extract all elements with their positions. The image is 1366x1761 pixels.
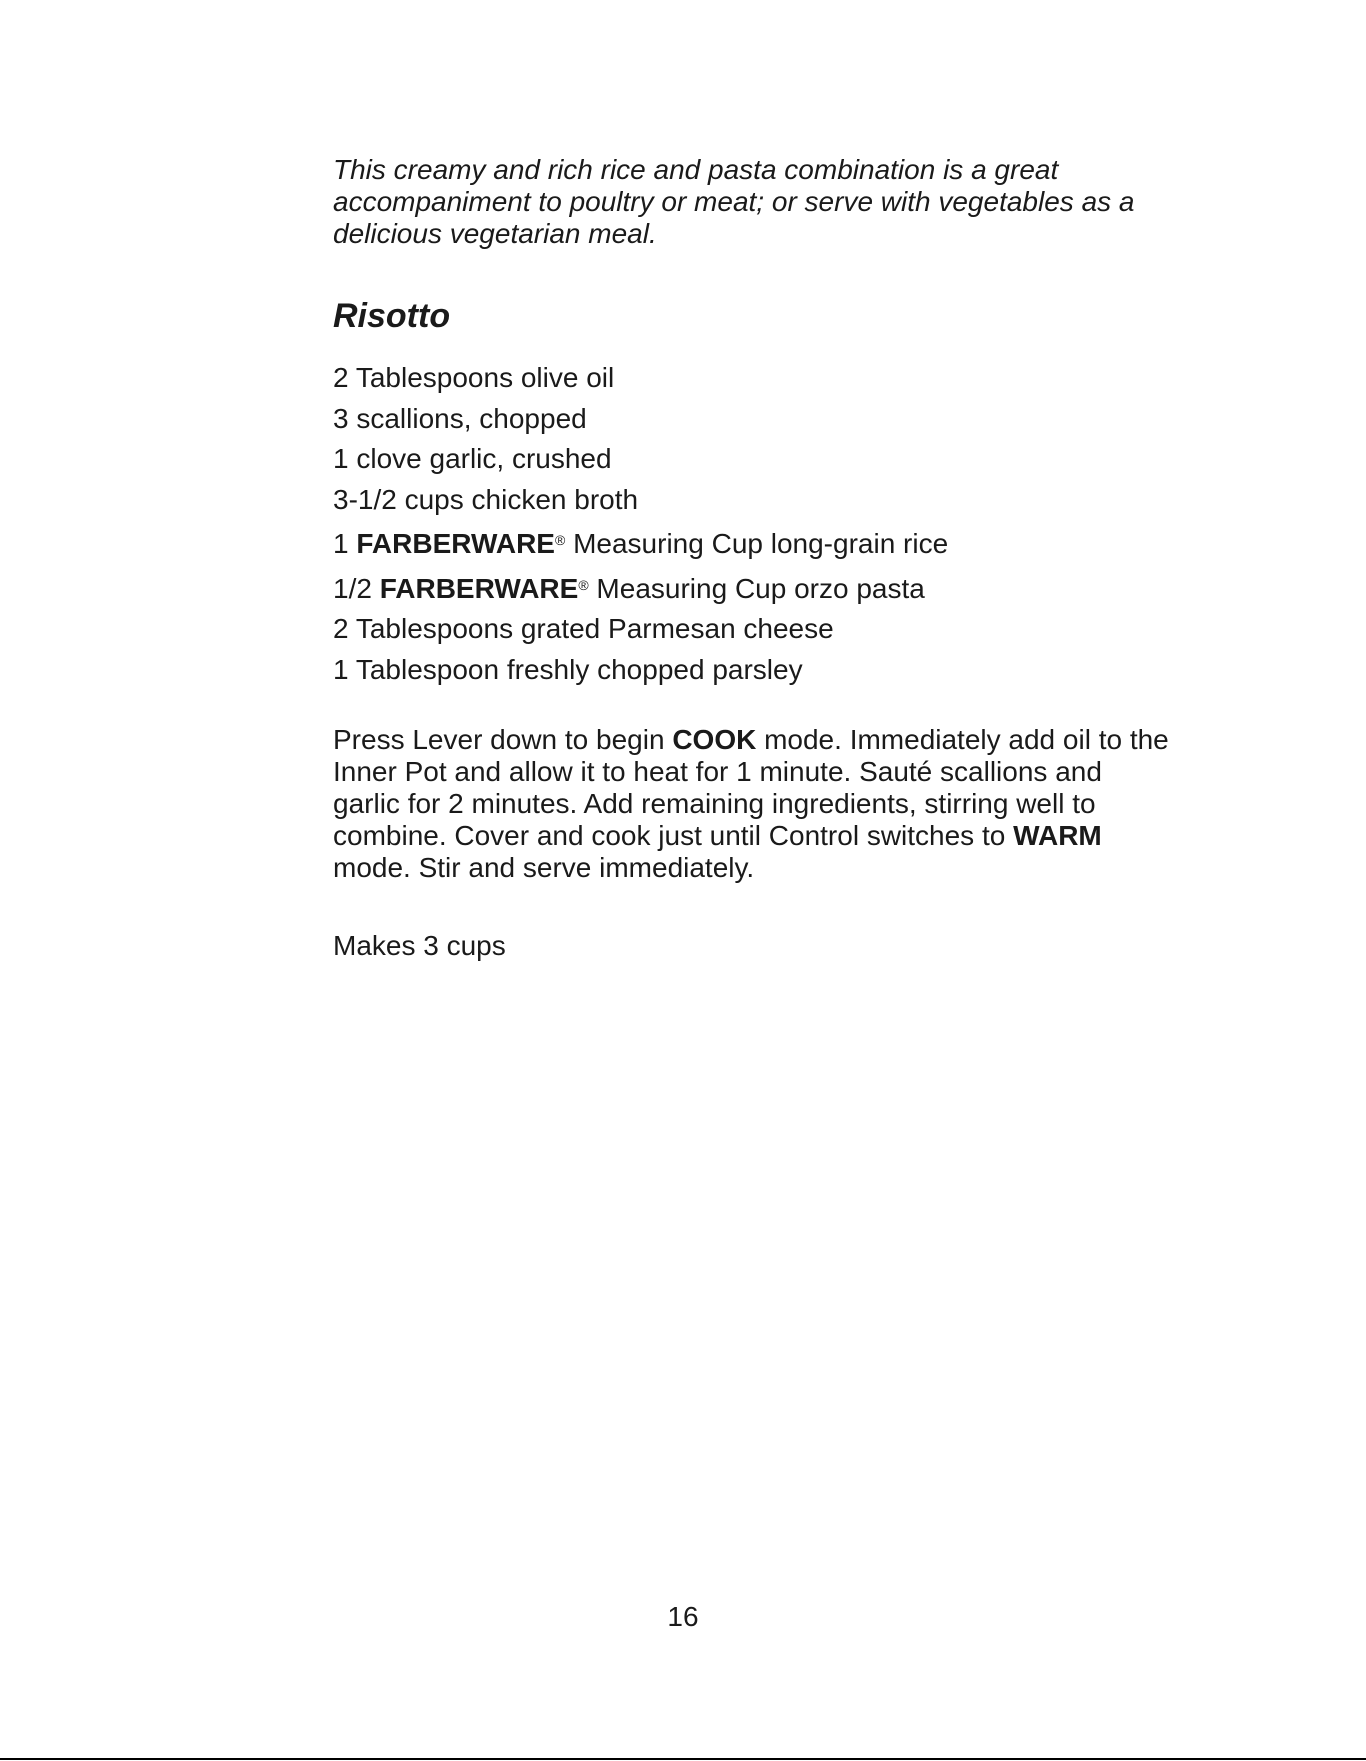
ingredient-item: 1 FARBERWARE® Measuring Cup long-grain rice [333,528,949,559]
directions-line: garlic for 2 minutes. Add remaining ingredients, stirring well to [333,788,1096,819]
ingredient-item: 2 Tablespoons olive oil [333,362,615,393]
directions-line: Inner Pot and allow it to heat for 1 minute. Sauté scallions and [333,756,1102,787]
intro-line: This creamy and rich rice and pasta combination is a great [333,154,1059,185]
brand-name: FARBERWARE® [356,528,566,559]
ingredient-item: 1 clove garlic, crushed [333,443,612,474]
bottom-edge-line [0,1758,1366,1760]
brand-name: FARBERWARE® [379,572,589,604]
directions-line: combine. Cover and cook just until Control switches to WARM [333,820,1102,851]
ingredient-item: 2 Tablespoons grated Parmesan cheese [333,613,834,644]
page-number: 16 [667,1601,699,1632]
warm-mode-label: WARM [1013,820,1102,851]
recipe-title: Risotto [333,297,451,335]
intro-line: accompaniment to poultry or meat; or serve with vegetables as a [333,186,1135,217]
registered-mark: ® [554,532,566,548]
ingredient-item: 3-1/2 cups chicken broth [333,483,639,515]
ingredient-list [333,358,948,690]
intro-paragraph [333,154,1233,250]
ingredient-item: 1 Tablespoon freshly chopped parsley [333,653,803,685]
ingredient-item: 3 scallions, chopped [333,402,587,434]
intro-line: delicious vegetarian meal. [333,218,657,249]
recipe-yield: Makes 3 cups [333,930,506,961]
directions-paragraph [333,724,1233,884]
ingredient-item: 1/2 FARBERWARE® Measuring Cup orzo pasta [333,572,925,604]
registered-mark: ® [578,576,589,593]
directions-line: mode. Stir and serve immediately. [333,852,755,883]
directions-line: Press Lever down to begin COOK mode. Immediately add oil to the [333,724,1169,755]
cook-mode-label: COOK [672,724,757,755]
